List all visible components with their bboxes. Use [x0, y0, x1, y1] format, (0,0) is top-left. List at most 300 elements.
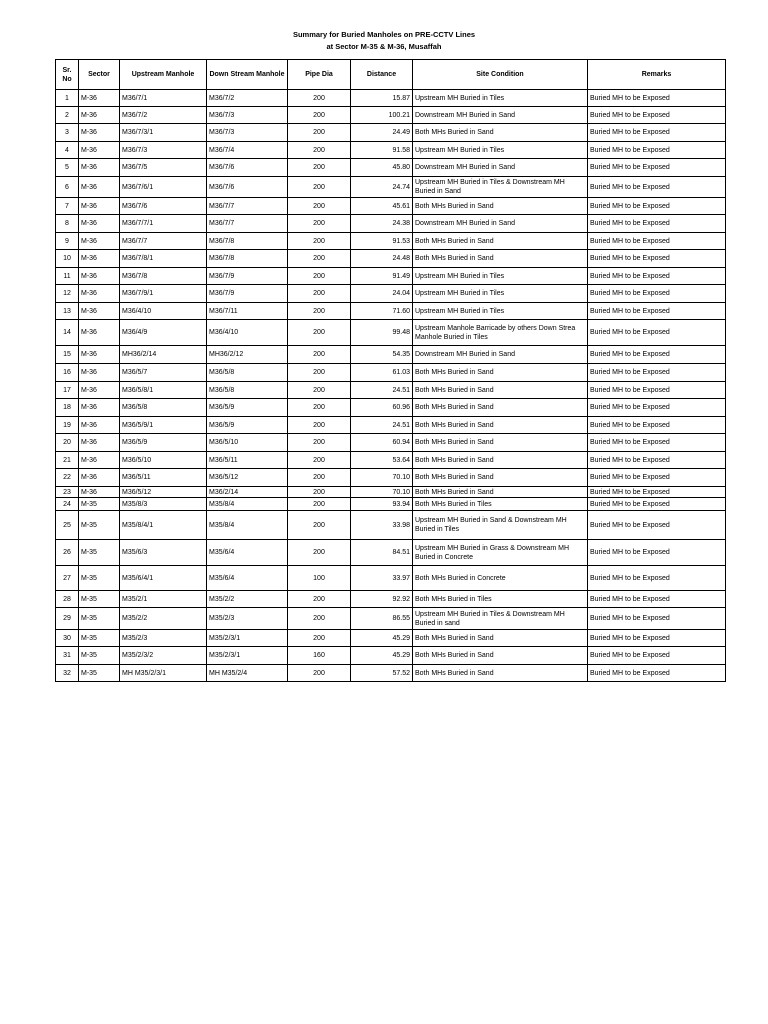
table-cell-upstream: M36/4/9: [120, 320, 207, 346]
table-cell-downstream: M36/7/8: [207, 250, 288, 268]
table-cell-distance: 24.74: [351, 177, 413, 198]
table-cell-remarks: Buried MH to be Exposed: [588, 124, 726, 142]
table-cell-sr-no: 6: [56, 177, 79, 198]
table-cell-upstream: M36/4/10: [120, 303, 207, 320]
table-cell-upstream: M36/5/8/1: [120, 382, 207, 399]
table-cell-downstream: M36/2/14: [207, 487, 288, 498]
table-cell-sr-no: 13: [56, 303, 79, 320]
table-cell-upstream: M35/6/4/1: [120, 566, 207, 591]
table-row: [56, 511, 726, 540]
table-cell-upstream: M36/5/8: [120, 399, 207, 417]
table-cell-site-condition: Upstream MH Buried in Grass & Downstream MH Buried in Concrete: [413, 540, 588, 566]
table-cell-distance: 45.61: [351, 198, 413, 215]
table-cell-pipe-dia: 200: [288, 215, 351, 233]
table-cell-sector: M-36: [79, 346, 120, 364]
table-cell-site-condition: Upstream MH Buried in Tiles: [413, 268, 588, 285]
table-cell-sector: M-36: [79, 198, 120, 215]
table-cell-downstream: M36/5/8: [207, 364, 288, 382]
table-cell-sector: M-36: [79, 268, 120, 285]
table-cell-site-condition: Upstream MH Buried in Sand & Downstream MH Buried in Tiles: [413, 511, 588, 540]
table-cell-downstream: M36/7/3: [207, 107, 288, 124]
table-cell-pipe-dia: 200: [288, 320, 351, 346]
table-row: [56, 107, 726, 124]
table-cell-downstream: M36/5/11: [207, 452, 288, 469]
table-cell-sector: M-36: [79, 434, 120, 452]
table-cell-sr-no: 4: [56, 142, 79, 159]
table-cell-pipe-dia: 200: [288, 159, 351, 177]
table-cell-downstream: M36/5/9: [207, 417, 288, 434]
table-cell-sector: M-36: [79, 469, 120, 487]
table-cell-upstream: M36/7/3/1: [120, 124, 207, 142]
table-cell-site-condition: Both MHs Buried in Sand: [413, 452, 588, 469]
table-cell-site-condition: Upstream MH Buried in Tiles: [413, 142, 588, 159]
table-cell-site-condition: Upstream MH Buried in Tiles & Downstream MH Buried in Sand: [413, 177, 588, 198]
table-row: [56, 566, 726, 591]
table-row: [56, 630, 726, 647]
table-cell-pipe-dia: 200: [288, 364, 351, 382]
table-cell-remarks: Buried MH to be Exposed: [588, 399, 726, 417]
table-cell-sr-no: 30: [56, 630, 79, 647]
table-cell-downstream: MH36/2/12: [207, 346, 288, 364]
table-cell-site-condition: Downstream MH Buried in Sand: [413, 159, 588, 177]
table-cell-pipe-dia: 200: [288, 268, 351, 285]
table-cell-sector: M-36: [79, 90, 120, 107]
header-sector: Sector: [79, 60, 120, 90]
table-cell-remarks: Buried MH to be Exposed: [588, 346, 726, 364]
table-cell-distance: 57.52: [351, 665, 413, 682]
table-cell-sector: M-36: [79, 124, 120, 142]
table-cell-sr-no: 22: [56, 469, 79, 487]
table-cell-remarks: Buried MH to be Exposed: [588, 498, 726, 511]
table-row: [56, 198, 726, 215]
table-cell-sector: M-36: [79, 382, 120, 399]
table-row: [56, 452, 726, 469]
table-cell-remarks: Buried MH to be Exposed: [588, 159, 726, 177]
table-cell-sector: M-35: [79, 498, 120, 511]
table-row: [56, 90, 726, 107]
table-cell-downstream: M36/7/7: [207, 215, 288, 233]
table-cell-remarks: Buried MH to be Exposed: [588, 591, 726, 608]
table-cell-sector: M-36: [79, 215, 120, 233]
table-row: [56, 434, 726, 452]
table-cell-sr-no: 32: [56, 665, 79, 682]
table-cell-distance: 33.97: [351, 566, 413, 591]
table-cell-pipe-dia: 100: [288, 566, 351, 591]
table-row: [56, 159, 726, 177]
table-cell-upstream: M35/2/2: [120, 608, 207, 630]
table-row: [56, 233, 726, 250]
table-cell-downstream: M35/2/3/1: [207, 647, 288, 665]
table-cell-distance: 45.80: [351, 159, 413, 177]
table-row: [56, 469, 726, 487]
table-cell-pipe-dia: 200: [288, 608, 351, 630]
table-cell-site-condition: Downstream MH Buried in Sand: [413, 107, 588, 124]
table-cell-upstream: M36/7/6: [120, 198, 207, 215]
table-cell-site-condition: Downstream MH Buried in Sand: [413, 346, 588, 364]
table-cell-pipe-dia: 200: [288, 498, 351, 511]
table-cell-site-condition: Upstream MH Buried in Tiles: [413, 285, 588, 303]
table-cell-site-condition: Both MHs Buried in Sand: [413, 364, 588, 382]
table-cell-upstream: M35/8/4/1: [120, 511, 207, 540]
table-cell-site-condition: Downstream MH Buried in Sand: [413, 215, 588, 233]
table-cell-pipe-dia: 200: [288, 417, 351, 434]
table-cell-sector: M-35: [79, 647, 120, 665]
table-cell-pipe-dia: 200: [288, 382, 351, 399]
table-cell-pipe-dia: 200: [288, 665, 351, 682]
table-cell-distance: 24.04: [351, 285, 413, 303]
table-cell-pipe-dia: 200: [288, 250, 351, 268]
table-cell-distance: 33.98: [351, 511, 413, 540]
table-row: [56, 215, 726, 233]
table-row: [56, 399, 726, 417]
table-row: [56, 665, 726, 682]
document-subtitle: at Sector M-35 & M-36, Musaffah: [326, 42, 442, 51]
table-cell-sr-no: 12: [56, 285, 79, 303]
table-cell-downstream: M36/4/10: [207, 320, 288, 346]
table-cell-sr-no: 31: [56, 647, 79, 665]
table-cell-sector: M-36: [79, 177, 120, 198]
table-cell-remarks: Buried MH to be Exposed: [588, 303, 726, 320]
table-cell-pipe-dia: 200: [288, 142, 351, 159]
table-cell-remarks: Buried MH to be Exposed: [588, 469, 726, 487]
table-cell-pipe-dia: 200: [288, 107, 351, 124]
table-cell-remarks: Buried MH to be Exposed: [588, 566, 726, 591]
table-cell-pipe-dia: 200: [288, 198, 351, 215]
table-cell-distance: 99.48: [351, 320, 413, 346]
table-cell-remarks: Buried MH to be Exposed: [588, 665, 726, 682]
table-cell-site-condition: Both MHs Buried in Sand: [413, 487, 588, 498]
table-row: [56, 498, 726, 511]
table-cell-sr-no: 28: [56, 591, 79, 608]
table-cell-upstream: M36/5/12: [120, 487, 207, 498]
table-row: [56, 285, 726, 303]
table-row: [56, 268, 726, 285]
table-cell-sector: M-35: [79, 608, 120, 630]
table-cell-downstream: M35/6/4: [207, 540, 288, 566]
table-cell-sector: M-36: [79, 250, 120, 268]
table-cell-sr-no: 5: [56, 159, 79, 177]
table-cell-sector: M-35: [79, 630, 120, 647]
table-cell-upstream: M36/7/6/1: [120, 177, 207, 198]
table-cell-downstream: M36/7/2: [207, 90, 288, 107]
table-cell-site-condition: Both MHs Buried in Sand: [413, 630, 588, 647]
table-cell-remarks: Buried MH to be Exposed: [588, 320, 726, 346]
table-row: [56, 647, 726, 665]
document-title: Summary for Buried Manholes on PRE-CCTV Lines: [292, 30, 476, 39]
table-cell-pipe-dia: 200: [288, 346, 351, 364]
header-remarks: Remarks: [588, 60, 726, 90]
table-cell-site-condition: Both MHs Buried in Sand: [413, 382, 588, 399]
header-pipe-dia: Pipe Dia: [288, 60, 351, 90]
table-header-row: [56, 60, 726, 90]
table-cell-sector: M-36: [79, 233, 120, 250]
table-cell-upstream: M36/7/7/1: [120, 215, 207, 233]
table-cell-upstream: M36/7/3: [120, 142, 207, 159]
table-cell-downstream: M36/5/9: [207, 399, 288, 417]
table-row: [56, 487, 726, 498]
table-cell-sr-no: 20: [56, 434, 79, 452]
table-cell-sr-no: 18: [56, 399, 79, 417]
table-cell-site-condition: Both MHs Buried in Sand: [413, 434, 588, 452]
table-cell-sr-no: 19: [56, 417, 79, 434]
table-cell-upstream: M35/2/3: [120, 630, 207, 647]
table-cell-pipe-dia: 200: [288, 90, 351, 107]
table-cell-distance: 100.21: [351, 107, 413, 124]
table-cell-sector: M-35: [79, 665, 120, 682]
table-cell-sector: M-36: [79, 303, 120, 320]
table-cell-distance: 61.03: [351, 364, 413, 382]
table-cell-upstream: M36/5/9: [120, 434, 207, 452]
table-cell-pipe-dia: 200: [288, 487, 351, 498]
table-cell-sr-no: 17: [56, 382, 79, 399]
table-cell-downstream: M35/2/3: [207, 608, 288, 630]
table-cell-downstream: M35/2/2: [207, 591, 288, 608]
table-cell-downstream: M36/7/4: [207, 142, 288, 159]
table-cell-distance: 93.94: [351, 498, 413, 511]
table-cell-upstream: M35/8/3: [120, 498, 207, 511]
table-cell-upstream: M36/7/1: [120, 90, 207, 107]
table-row: [56, 320, 726, 346]
table-cell-remarks: Buried MH to be Exposed: [588, 540, 726, 566]
table-cell-remarks: Buried MH to be Exposed: [588, 452, 726, 469]
table-cell-upstream: M35/6/3: [120, 540, 207, 566]
table-cell-downstream: M35/8/4: [207, 498, 288, 511]
table-cell-remarks: Buried MH to be Exposed: [588, 285, 726, 303]
table-cell-remarks: Buried MH to be Exposed: [588, 630, 726, 647]
table-cell-remarks: Buried MH to be Exposed: [588, 417, 726, 434]
table-cell-remarks: Buried MH to be Exposed: [588, 487, 726, 498]
table-cell-distance: 71.60: [351, 303, 413, 320]
table-row: [56, 177, 726, 198]
table-cell-remarks: Buried MH to be Exposed: [588, 215, 726, 233]
table-cell-distance: 24.48: [351, 250, 413, 268]
table-cell-upstream: M35/2/1: [120, 591, 207, 608]
table-cell-downstream: M35/2/3/1: [207, 630, 288, 647]
table-cell-pipe-dia: 200: [288, 434, 351, 452]
table-cell-distance: 54.35: [351, 346, 413, 364]
table-cell-sector: M-36: [79, 159, 120, 177]
table-cell-remarks: Buried MH to be Exposed: [588, 90, 726, 107]
table-cell-sector: M-36: [79, 399, 120, 417]
header-site-condition: Site Condition: [413, 60, 588, 90]
table-cell-downstream: M36/7/11: [207, 303, 288, 320]
table-row: [56, 364, 726, 382]
table-cell-sr-no: 14: [56, 320, 79, 346]
table-cell-site-condition: Both MHs Buried in Tiles: [413, 498, 588, 511]
table-cell-downstream: M36/5/10: [207, 434, 288, 452]
table-cell-sector: M-35: [79, 591, 120, 608]
table-cell-remarks: Buried MH to be Exposed: [588, 107, 726, 124]
table-cell-site-condition: Both MHs Buried in Sand: [413, 124, 588, 142]
table-cell-sector: M-35: [79, 540, 120, 566]
table-cell-downstream: M35/8/4: [207, 511, 288, 540]
table-cell-downstream: M36/7/3: [207, 124, 288, 142]
table-cell-sector: M-36: [79, 364, 120, 382]
table-cell-upstream: MH36/2/14: [120, 346, 207, 364]
table-cell-sr-no: 1: [56, 90, 79, 107]
table-cell-sr-no: 21: [56, 452, 79, 469]
table-cell-distance: 92.92: [351, 591, 413, 608]
table-cell-downstream: M36/5/8: [207, 382, 288, 399]
table-cell-upstream: M36/5/11: [120, 469, 207, 487]
table-cell-upstream: M36/7/7: [120, 233, 207, 250]
table-cell-site-condition: Both MHs Buried in Sand: [413, 399, 588, 417]
table-cell-sector: M-36: [79, 487, 120, 498]
table-row: [56, 142, 726, 159]
table-cell-distance: 24.38: [351, 215, 413, 233]
table-cell-remarks: Buried MH to be Exposed: [588, 434, 726, 452]
table-cell-distance: 91.58: [351, 142, 413, 159]
table-cell-distance: 91.49: [351, 268, 413, 285]
table-cell-downstream: M36/7/9: [207, 268, 288, 285]
table-cell-pipe-dia: 200: [288, 469, 351, 487]
table-cell-sr-no: 2: [56, 107, 79, 124]
table-row: [56, 346, 726, 364]
table-cell-pipe-dia: 200: [288, 452, 351, 469]
table-cell-sr-no: 24: [56, 498, 79, 511]
table-cell-site-condition: Both MHs Buried in Sand: [413, 250, 588, 268]
table-row: [56, 250, 726, 268]
table-cell-sr-no: 10: [56, 250, 79, 268]
table-cell-distance: 86.55: [351, 608, 413, 630]
table-cell-distance: 91.53: [351, 233, 413, 250]
table-row: [56, 417, 726, 434]
header-downstream-manhole: Down Stream Manhole: [207, 60, 288, 90]
manhole-summary-table: [55, 59, 726, 682]
table-cell-distance: 45.29: [351, 647, 413, 665]
table-row: [56, 124, 726, 142]
table-row: [56, 382, 726, 399]
table-cell-downstream: M36/7/6: [207, 159, 288, 177]
table-cell-sector: M-35: [79, 511, 120, 540]
table-cell-pipe-dia: 200: [288, 540, 351, 566]
table-cell-site-condition: Upstream MH Buried in Tiles: [413, 303, 588, 320]
table-cell-sr-no: 9: [56, 233, 79, 250]
table-cell-sr-no: 25: [56, 511, 79, 540]
table-cell-distance: 70.10: [351, 487, 413, 498]
table-cell-remarks: Buried MH to be Exposed: [588, 142, 726, 159]
table-cell-upstream: M36/5/10: [120, 452, 207, 469]
table-cell-distance: 24.49: [351, 124, 413, 142]
table-cell-upstream: M35/2/3/2: [120, 647, 207, 665]
table-cell-sr-no: 11: [56, 268, 79, 285]
table-cell-remarks: Buried MH to be Exposed: [588, 233, 726, 250]
table-cell-sr-no: 15: [56, 346, 79, 364]
header-upstream-manhole: Upstream Manhole: [120, 60, 207, 90]
table-cell-site-condition: Both MHs Buried in Sand: [413, 417, 588, 434]
table-cell-distance: 45.29: [351, 630, 413, 647]
table-cell-pipe-dia: 200: [288, 399, 351, 417]
table-cell-sr-no: 8: [56, 215, 79, 233]
table-cell-sector: M-36: [79, 142, 120, 159]
table-body: [56, 90, 726, 682]
table-cell-site-condition: Upstream MH Buried in Tiles: [413, 90, 588, 107]
table-cell-sr-no: 29: [56, 608, 79, 630]
table-cell-remarks: Buried MH to be Exposed: [588, 364, 726, 382]
table-cell-remarks: Buried MH to be Exposed: [588, 511, 726, 540]
table-row: [56, 608, 726, 630]
table-cell-pipe-dia: 200: [288, 591, 351, 608]
table-cell-site-condition: Both MHs Buried in Sand: [413, 233, 588, 250]
table-cell-distance: 24.51: [351, 417, 413, 434]
table-cell-remarks: Buried MH to be Exposed: [588, 250, 726, 268]
table-cell-upstream: M36/7/9/1: [120, 285, 207, 303]
table-cell-pipe-dia: 200: [288, 285, 351, 303]
table-cell-upstream: MH M35/2/3/1: [120, 665, 207, 682]
table-cell-distance: 60.94: [351, 434, 413, 452]
table-cell-remarks: Buried MH to be Exposed: [588, 177, 726, 198]
table-cell-upstream: M36/5/9/1: [120, 417, 207, 434]
table-cell-pipe-dia: 200: [288, 303, 351, 320]
table-cell-pipe-dia: 200: [288, 124, 351, 142]
table-cell-downstream: M36/7/6: [207, 177, 288, 198]
table-cell-upstream: M36/7/5: [120, 159, 207, 177]
table-cell-site-condition: Both MHs Buried in Concrete: [413, 566, 588, 591]
table-cell-upstream: M36/7/8: [120, 268, 207, 285]
table-cell-remarks: Buried MH to be Exposed: [588, 647, 726, 665]
table-row: [56, 303, 726, 320]
table-cell-site-condition: Both MHs Buried in Tiles: [413, 591, 588, 608]
table-cell-sector: M-36: [79, 417, 120, 434]
table-cell-downstream: M35/6/4: [207, 566, 288, 591]
table-cell-distance: 15.87: [351, 90, 413, 107]
table-cell-sector: M-36: [79, 285, 120, 303]
table-cell-distance: 60.96: [351, 399, 413, 417]
table-cell-sector: M-36: [79, 107, 120, 124]
table-cell-pipe-dia: 160: [288, 647, 351, 665]
table-cell-remarks: Buried MH to be Exposed: [588, 198, 726, 215]
table-cell-downstream: M36/5/12: [207, 469, 288, 487]
table-cell-upstream: M36/7/8/1: [120, 250, 207, 268]
table-cell-downstream: M36/7/7: [207, 198, 288, 215]
table-cell-sector: M-36: [79, 452, 120, 469]
table-cell-sr-no: 27: [56, 566, 79, 591]
table-cell-site-condition: Both MHs Buried in Sand: [413, 665, 588, 682]
table-cell-site-condition: Both MHs Buried in Sand: [413, 198, 588, 215]
table-cell-distance: 84.51: [351, 540, 413, 566]
table-row: [56, 591, 726, 608]
table-row: [56, 540, 726, 566]
table-cell-site-condition: Both MHs Buried in Sand: [413, 647, 588, 665]
table-cell-site-condition: Both MHs Buried in Sand: [413, 469, 588, 487]
table-cell-sr-no: 16: [56, 364, 79, 382]
table-cell-remarks: Buried MH to be Exposed: [588, 382, 726, 399]
table-cell-pipe-dia: 200: [288, 511, 351, 540]
table-cell-downstream: M36/7/9: [207, 285, 288, 303]
table-cell-site-condition: Upstream MH Buried in Tiles & Downstream MH Buried in sand: [413, 608, 588, 630]
table-cell-downstream: MH M35/2/4: [207, 665, 288, 682]
table-cell-sr-no: 7: [56, 198, 79, 215]
table-cell-pipe-dia: 200: [288, 233, 351, 250]
table-cell-sr-no: 23: [56, 487, 79, 498]
table-cell-sr-no: 26: [56, 540, 79, 566]
header-distance: Distance: [351, 60, 413, 90]
header-sr-no: Sr. No: [56, 60, 79, 90]
table-cell-distance: 24.51: [351, 382, 413, 399]
table-cell-distance: 53.64: [351, 452, 413, 469]
table-cell-sector: M-35: [79, 566, 120, 591]
table-cell-upstream: M36/5/7: [120, 364, 207, 382]
table-cell-sr-no: 3: [56, 124, 79, 142]
table-cell-downstream: M36/7/8: [207, 233, 288, 250]
table-cell-site-condition: Upstream Manhole Barricade by others Down Strea Manhole Buried in Tiles: [413, 320, 588, 346]
table-cell-upstream: M36/7/2: [120, 107, 207, 124]
table-cell-pipe-dia: 200: [288, 177, 351, 198]
table-cell-remarks: Buried MH to be Exposed: [588, 268, 726, 285]
table-cell-sector: M-36: [79, 320, 120, 346]
table-cell-pipe-dia: 200: [288, 630, 351, 647]
table-cell-remarks: Buried MH to be Exposed: [588, 608, 726, 630]
